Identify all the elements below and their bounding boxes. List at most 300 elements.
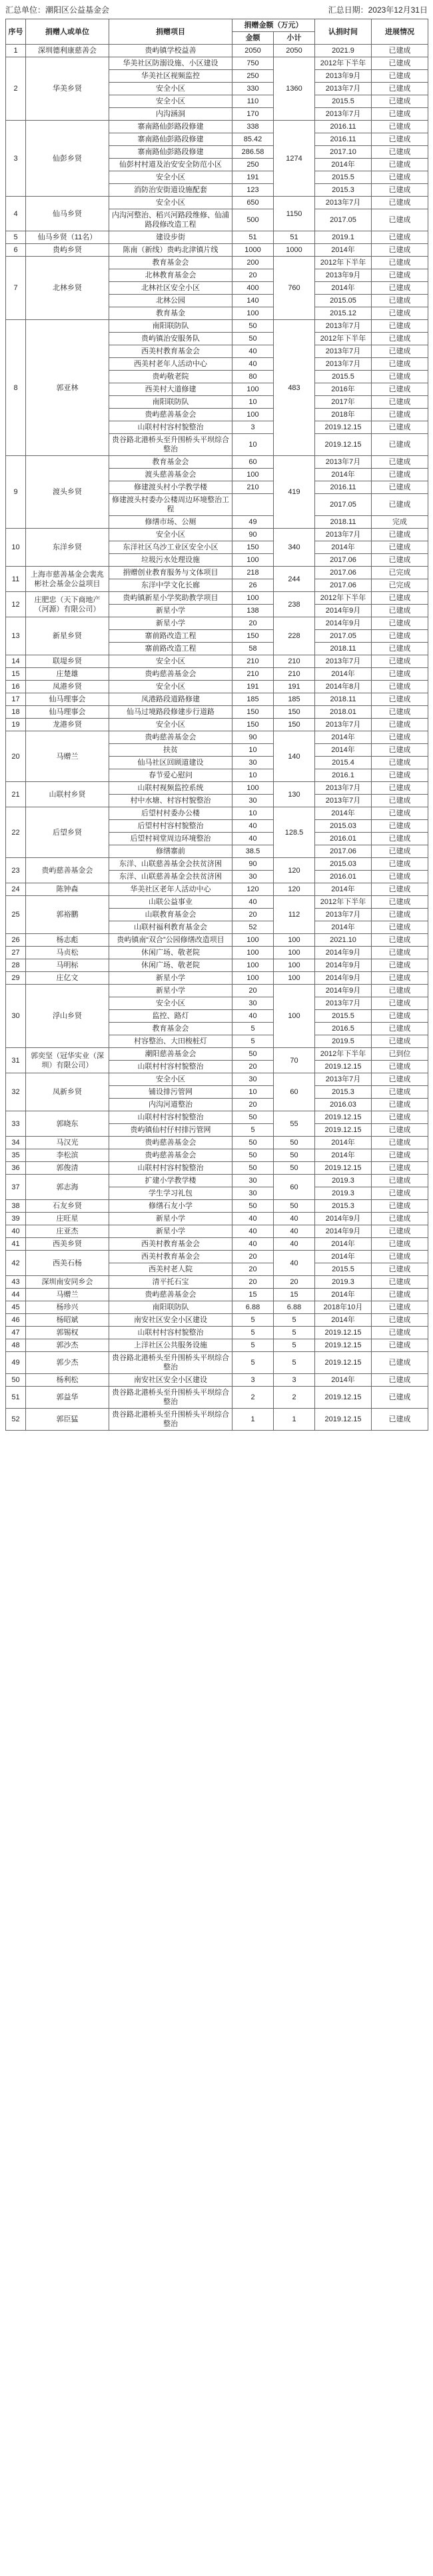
cell-date: 2018.11	[315, 516, 372, 529]
cell-amount: 100	[232, 554, 274, 567]
table-row	[6, 883, 428, 896]
cell-status: 已建成	[372, 57, 428, 70]
cell-amount: 100	[232, 959, 274, 972]
cell-status: 已建成	[372, 554, 428, 567]
cell-amount: 100	[232, 592, 274, 605]
cell-date: 2013年7月	[315, 197, 372, 209]
cell-subtotal: 1	[274, 1409, 315, 1431]
cell-status: 已建成	[372, 858, 428, 871]
cell-date: 2014年9月	[315, 605, 372, 617]
cell-amount: 30	[232, 795, 274, 807]
cell-date: 2019.3	[315, 1276, 372, 1289]
col-header-no: 序号	[6, 19, 26, 45]
cell-date: 2017.10	[315, 146, 372, 159]
cell-amount: 1	[232, 1409, 274, 1431]
cell-project: 休闲广场、敬老院	[109, 959, 232, 972]
cell-project: 北林社区安全小区	[109, 282, 232, 295]
cell-amount: 40	[232, 820, 274, 833]
cell-subtotal: 70	[274, 1048, 315, 1073]
cell-subtotal: 60	[274, 1073, 315, 1111]
cell-status: 已建成	[372, 769, 428, 782]
cell-status: 已建成	[372, 719, 428, 731]
table-row	[6, 731, 428, 744]
cell-amount: 80	[232, 371, 274, 383]
cell-project: 安全小区	[109, 95, 232, 108]
cell-status: 完成	[372, 516, 428, 529]
cell-subtotal: 50	[274, 1162, 315, 1175]
cell-status: 已建成	[372, 1352, 428, 1374]
cell-status: 已建成	[372, 807, 428, 820]
cell-project: 西美村教育基金会	[109, 1251, 232, 1263]
cell-amount: 2	[232, 1387, 274, 1409]
cell-no: 14	[6, 655, 26, 668]
cell-amount: 500	[232, 209, 274, 231]
cell-donor: 后望乡贤	[26, 807, 109, 858]
cell-donor: 庄亿文	[26, 972, 109, 985]
cell-project: 后望村村委办公楼	[109, 807, 232, 820]
table-row	[6, 257, 428, 269]
cell-date: 2017.05	[315, 494, 372, 516]
cell-amount: 40	[232, 1010, 274, 1023]
cell-subtotal: 120	[274, 883, 315, 896]
cell-subtotal: 60	[274, 1175, 315, 1200]
cell-donor: 西美乡贤	[26, 1238, 109, 1251]
cell-status: 已建成	[372, 833, 428, 845]
cell-subtotal: 2050	[274, 45, 315, 57]
cell-subtotal: 50	[274, 1137, 315, 1149]
cell-amount: 10	[232, 396, 274, 409]
cell-donor: 郭裕鹏	[26, 896, 109, 934]
cell-amount: 20	[232, 1276, 274, 1289]
cell-amount: 150	[232, 541, 274, 554]
cell-status: 已建成	[372, 529, 428, 541]
table-row	[6, 617, 428, 630]
table-header	[6, 19, 428, 45]
cell-amount: 30	[232, 997, 274, 1010]
table-row	[6, 1111, 428, 1124]
cell-subtotal: 50	[274, 1149, 315, 1162]
cell-status: 已建成	[372, 121, 428, 133]
cell-date: 2013年7月	[315, 456, 372, 469]
cell-date: 2017.05	[315, 630, 372, 643]
cell-project: 村中水塘、村容村貌整治	[109, 795, 232, 807]
cell-status: 已建成	[372, 434, 428, 456]
cell-subtotal: 1274	[274, 121, 315, 197]
cell-no: 33	[6, 1111, 26, 1137]
cell-date: 2014年9月	[315, 959, 372, 972]
cell-amount: 191	[232, 681, 274, 693]
cell-project: 学生学习礼包	[109, 1187, 232, 1200]
cell-status: 已建成	[372, 820, 428, 833]
table-row	[6, 706, 428, 719]
cell-amount: 5	[232, 1023, 274, 1035]
cell-no: 21	[6, 782, 26, 807]
cell-project: 新星小学	[109, 985, 232, 997]
table-row	[6, 947, 428, 959]
cell-subtotal: 100	[274, 959, 315, 972]
cell-date: 2012年下半年	[315, 257, 372, 269]
cell-donor: 深圳德利康慈善会	[26, 45, 109, 57]
cell-subtotal: 15	[274, 1289, 315, 1301]
cell-no: 1	[6, 45, 26, 57]
cell-date: 2017.06	[315, 554, 372, 567]
table-row	[6, 1352, 428, 1374]
cell-amount: 38.5	[232, 845, 274, 858]
cell-project: 监控、路灯	[109, 1010, 232, 1023]
cell-status: 已建成	[372, 1137, 428, 1149]
cell-date: 2014年	[315, 807, 372, 820]
cell-donor: 杨珍兴	[26, 1301, 109, 1314]
cell-project: 贵屿敬老院	[109, 371, 232, 383]
cell-amount: 338	[232, 121, 274, 133]
cell-date: 2019.12.15	[315, 1111, 372, 1124]
cell-date: 2021.9	[315, 45, 372, 57]
cell-date: 2014年	[315, 1374, 372, 1387]
cell-amount: 10	[232, 1086, 274, 1099]
cell-project: 山联村视频监控系统	[109, 782, 232, 795]
cell-date: 2014年	[315, 1137, 372, 1149]
cell-date: 2015.3	[315, 184, 372, 197]
col-header-date: 认捐时间	[315, 19, 372, 45]
cell-status: 已建成	[372, 1289, 428, 1301]
table-row	[6, 858, 428, 871]
cell-project: 新星小学	[109, 1225, 232, 1238]
cell-amount: 20	[232, 617, 274, 630]
cell-amount: 30	[232, 871, 274, 883]
cell-status: 已建成	[372, 1251, 428, 1263]
cell-status: 已建成	[372, 133, 428, 146]
cell-subtotal: 40	[274, 1213, 315, 1225]
cell-status: 已建成	[372, 1111, 428, 1124]
cell-subtotal: 20	[274, 1276, 315, 1289]
cell-status: 已建成	[372, 706, 428, 719]
cell-date: 2015.5	[315, 1010, 372, 1023]
cell-project: 垃圾污水处理设施	[109, 554, 232, 567]
cell-status: 已建成	[372, 383, 428, 396]
cell-amount: 100	[232, 383, 274, 396]
cell-status: 已建成	[372, 146, 428, 159]
cell-project: 扩建小学教学楼	[109, 1175, 232, 1187]
cell-subtotal: 120	[274, 858, 315, 883]
table-row	[6, 972, 428, 985]
cell-status: 已建成	[372, 197, 428, 209]
cell-status: 已完成	[372, 567, 428, 579]
cell-project: 贵谷路北港桥头至升围桥头平坝综合整治	[109, 1409, 232, 1431]
cell-subtotal: 244	[274, 567, 315, 592]
cell-amount: 120	[232, 883, 274, 896]
cell-date: 2016.11	[315, 133, 372, 146]
cell-amount: 90	[232, 731, 274, 744]
table-row	[6, 45, 428, 57]
cell-status: 已建成	[372, 1149, 428, 1162]
cell-status: 已建成	[372, 1314, 428, 1327]
cell-date: 2014年	[315, 1149, 372, 1162]
cell-amount: 5	[232, 1339, 274, 1352]
cell-project: 贵屿慈善基金会	[109, 1137, 232, 1149]
cell-amount: 30	[232, 757, 274, 769]
table-row	[6, 681, 428, 693]
cell-status: 已建成	[372, 795, 428, 807]
cell-amount: 150	[232, 719, 274, 731]
cell-project: 南阳联防队	[109, 320, 232, 333]
table-row	[6, 719, 428, 731]
cell-donor: 郭奕坚（冠华实业（深圳）有限公司）	[26, 1048, 109, 1073]
cell-status: 已建成	[372, 333, 428, 345]
cell-donor: 庄旺星	[26, 1213, 109, 1225]
cell-no: 29	[6, 972, 26, 985]
table-row	[6, 1409, 428, 1431]
cell-status: 已建成	[372, 307, 428, 320]
cell-amount: 3	[232, 421, 274, 434]
cell-project: 西美村大道修建	[109, 383, 232, 396]
cell-date: 2013年7月	[315, 529, 372, 541]
cell-status: 已建成	[372, 1238, 428, 1251]
cell-project: 村容整治、大田梭桩灯	[109, 1035, 232, 1048]
cell-subtotal: 210	[274, 668, 315, 681]
cell-no: 5	[6, 231, 26, 244]
cell-amount: 10	[232, 744, 274, 757]
cell-amount: 6.88	[232, 1301, 274, 1314]
cell-subtotal: 51	[274, 231, 315, 244]
cell-date: 2015.03	[315, 820, 372, 833]
cell-amount: 100	[232, 947, 274, 959]
cell-project: 贵谷路北港桥头至升围桥头平坝综合整治	[109, 434, 232, 456]
cell-project: 修缮石友小学	[109, 1200, 232, 1213]
table-row	[6, 1200, 428, 1213]
cell-amount: 250	[232, 159, 274, 171]
cell-project: 仙马社区回顾道建设	[109, 757, 232, 769]
cell-status: 已建成	[372, 108, 428, 121]
cell-amount: 10	[232, 434, 274, 456]
cell-project: 贵屿慈善基金会	[109, 1149, 232, 1162]
cell-amount: 100	[232, 782, 274, 795]
cell-donor: 深圳南安同乡会	[26, 1276, 109, 1289]
cell-status: 已建成	[372, 693, 428, 706]
cell-date: 2017.06	[315, 579, 372, 592]
table-row	[6, 1314, 428, 1327]
cell-status: 已建成	[372, 1023, 428, 1035]
cell-amount: 100	[232, 409, 274, 421]
cell-no: 12	[6, 592, 26, 617]
cell-donor: 仙马理事会	[26, 706, 109, 719]
cell-project: 教育基金	[109, 307, 232, 320]
cell-status: 已建成	[372, 1213, 428, 1225]
cell-amount: 20	[232, 269, 274, 282]
cell-donor: 上海市慈善基金会裴兆彬社会基金公益项目	[26, 567, 109, 592]
cell-date: 2013年7月	[315, 83, 372, 95]
table-row	[6, 456, 428, 469]
table-row	[6, 668, 428, 681]
cell-project: 南安社区安全小区建设	[109, 1314, 232, 1327]
table-row	[6, 1213, 428, 1225]
cell-amount: 100	[232, 469, 274, 481]
table-row	[6, 807, 428, 820]
cell-status: 已建成	[372, 184, 428, 197]
cell-donor: 新星乡贤	[26, 617, 109, 655]
cell-subtotal: 238	[274, 592, 315, 617]
cell-no: 44	[6, 1289, 26, 1301]
cell-no: 20	[6, 731, 26, 782]
cell-donor: 凤港乡贤	[26, 681, 109, 693]
cell-subtotal: 150	[274, 719, 315, 731]
cell-date: 2013年7月	[315, 655, 372, 668]
cell-amount: 3	[232, 1374, 274, 1387]
table-row	[6, 1301, 428, 1314]
cell-amount: 30	[232, 1187, 274, 1200]
cell-date: 2013年7月	[315, 719, 372, 731]
cell-no: 8	[6, 320, 26, 456]
cell-donor: 庄楚雄	[26, 668, 109, 681]
table-row	[6, 1162, 428, 1175]
cell-amount: 85.42	[232, 133, 274, 146]
cell-status: 已建成	[372, 1276, 428, 1289]
cell-no: 36	[6, 1162, 26, 1175]
cell-project: 西美村教育基金会	[109, 345, 232, 358]
cell-project: 华美社区防溺设施、小区建设	[109, 57, 232, 70]
cell-donor: 仙马乡贤	[26, 197, 109, 231]
table-row	[6, 1137, 428, 1149]
table-row	[6, 1073, 428, 1086]
cell-project: 教育基金会	[109, 1023, 232, 1035]
table-row	[6, 782, 428, 795]
cell-subtotal: 5	[274, 1352, 315, 1374]
cell-date: 2014年	[315, 883, 372, 896]
cell-donor: 贵屿乡贤	[26, 244, 109, 257]
cell-project: 西美村老人院	[109, 1263, 232, 1276]
cell-status: 已建成	[372, 1099, 428, 1111]
cell-subtotal: 55	[274, 1111, 315, 1137]
cell-donor: 庄肥忠（天下商地产（河源）有限公司）	[26, 592, 109, 617]
cell-amount: 50	[232, 1162, 274, 1175]
cell-amount: 123	[232, 184, 274, 197]
cell-amount: 200	[232, 257, 274, 269]
cell-subtotal: 760	[274, 257, 315, 320]
cell-status: 已建成	[372, 617, 428, 630]
cell-status: 已建成	[372, 209, 428, 231]
cell-status: 已建成	[372, 282, 428, 295]
cell-project: 贵屿慈善基金会	[109, 668, 232, 681]
cell-date: 2014年	[315, 469, 372, 481]
cell-no: 43	[6, 1276, 26, 1289]
cell-status: 已建成	[372, 871, 428, 883]
cell-donor: 浮山乡贤	[26, 985, 109, 1048]
cell-subtotal: 340	[274, 529, 315, 567]
table-row	[6, 1175, 428, 1187]
cell-project: 安全小区	[109, 1073, 232, 1086]
cell-date: 2019.5	[315, 1035, 372, 1048]
cell-date: 2015.5	[315, 95, 372, 108]
col-header-amount-group: 捐赠金额（万元）	[232, 19, 315, 32]
cell-donor: 仙马理事会	[26, 693, 109, 706]
cell-subtotal: 6.88	[274, 1301, 315, 1314]
cell-date: 2016.1	[315, 769, 372, 782]
cell-date: 2014年	[315, 668, 372, 681]
cell-project: 西美村老年人活动中心	[109, 358, 232, 371]
cell-status: 已建成	[372, 997, 428, 1010]
cell-donor: 李松滨	[26, 1149, 109, 1162]
cell-amount: 218	[232, 567, 274, 579]
table-row	[6, 934, 428, 947]
cell-subtotal: 50	[274, 1200, 315, 1213]
cell-subtotal: 112	[274, 896, 315, 934]
cell-status: 已建成	[372, 921, 428, 934]
cell-status: 已建成	[372, 320, 428, 333]
cell-no: 22	[6, 807, 26, 858]
cell-no: 45	[6, 1301, 26, 1314]
cell-status: 已建成	[372, 592, 428, 605]
cell-project: 安全小区	[109, 529, 232, 541]
cell-date: 2012年下半年	[315, 592, 372, 605]
cell-project: 潮阳慈善基金会	[109, 1048, 232, 1061]
cell-no: 46	[6, 1314, 26, 1327]
cell-project: 山联教育基金会	[109, 909, 232, 921]
cell-project: 贵屿镇新星小学奖助教学项目	[109, 592, 232, 605]
cell-status: 已建成	[372, 1387, 428, 1409]
cell-subtotal: 130	[274, 782, 315, 807]
cell-status: 已建成	[372, 985, 428, 997]
cell-project: 修建渡头村小学教学楼	[109, 481, 232, 494]
cell-status: 已建成	[372, 70, 428, 83]
cell-donor: 凤新乡贤	[26, 1073, 109, 1111]
cell-status: 已建成	[372, 295, 428, 307]
cell-project: 安全小区	[109, 83, 232, 95]
cell-date: 2015.5	[315, 371, 372, 383]
cell-no: 16	[6, 681, 26, 693]
cell-amount: 150	[232, 706, 274, 719]
cell-status: 已建成	[372, 83, 428, 95]
cell-date: 2016.03	[315, 1099, 372, 1111]
cell-no: 2	[6, 57, 26, 121]
cell-status: 已建成	[372, 481, 428, 494]
cell-status: 已建成	[372, 421, 428, 434]
cell-project: 捐赠创业教育服务与文体项目	[109, 567, 232, 579]
cell-project: 内沟河整治、稻兴河路段维修、仙浦路段修改造工程	[109, 209, 232, 231]
cell-subtotal: 5	[274, 1339, 315, 1352]
cell-project: 山联公益事业	[109, 896, 232, 909]
table-row	[6, 1339, 428, 1352]
cell-status: 已建成	[372, 371, 428, 383]
cell-amount: 5	[232, 1327, 274, 1339]
table-row	[6, 231, 428, 244]
cell-subtotal: 185	[274, 693, 315, 706]
cell-amount: 100	[232, 972, 274, 985]
cell-no: 51	[6, 1387, 26, 1409]
cell-amount: 20	[232, 909, 274, 921]
cell-subtotal: 40	[274, 1225, 315, 1238]
cell-subtotal: 228	[274, 617, 315, 655]
cell-status: 已建成	[372, 1263, 428, 1276]
cell-donor: 陈钟森	[26, 883, 109, 896]
cell-project: 东洋、山联慈善基金会扶贫济困	[109, 858, 232, 871]
cell-amount: 50	[232, 1048, 274, 1061]
cell-no: 23	[6, 858, 26, 883]
cell-project: 寨南路仙彭路段修建	[109, 133, 232, 146]
cell-amount: 138	[232, 605, 274, 617]
cell-date: 2014年9月	[315, 985, 372, 997]
cell-donor: 马赠兰	[26, 731, 109, 782]
table-row	[6, 1289, 428, 1301]
cell-donor: 仙彭乡贤	[26, 121, 109, 197]
table-row	[6, 959, 428, 972]
cell-project: 华美社区老年人活动中心	[109, 883, 232, 896]
cell-amount: 100	[232, 307, 274, 320]
cell-subtotal: 5	[274, 1314, 315, 1327]
cell-date: 2014年	[315, 159, 372, 171]
cell-project: 后望村村容村貌整治	[109, 820, 232, 833]
cell-project: 内沟涵洞	[109, 108, 232, 121]
cell-date: 2016年	[315, 383, 372, 396]
cell-project: 东洋中学文化长廊	[109, 579, 232, 592]
